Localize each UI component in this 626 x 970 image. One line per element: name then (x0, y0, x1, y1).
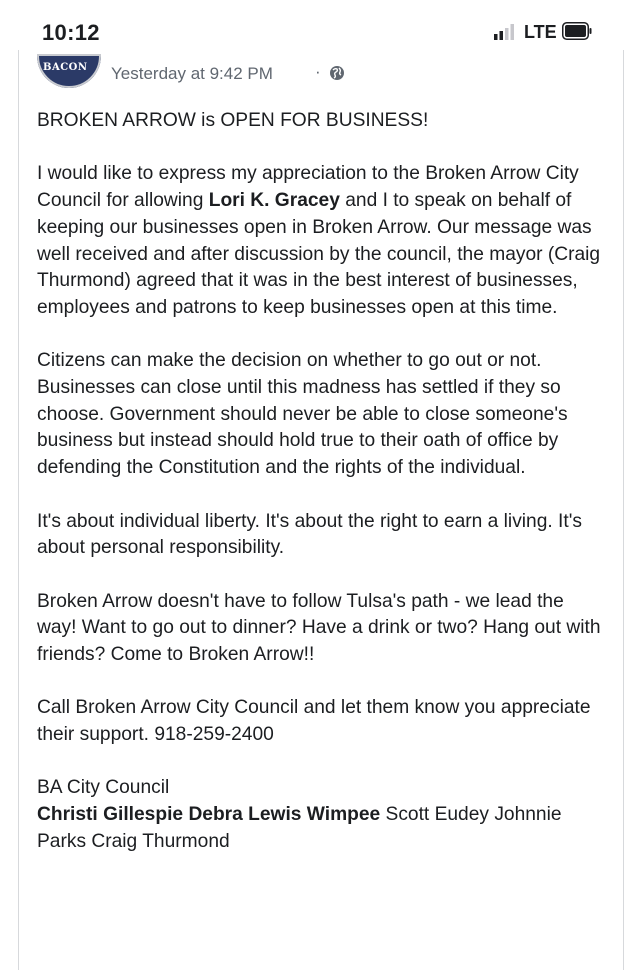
post-header (19, 50, 623, 98)
network-type-label: LTE (524, 22, 557, 42)
post-card (18, 50, 624, 970)
post-paragraph-3: It's about individual liberty. It's about the right to earn a living. It's about personal responsibility. (37, 510, 582, 559)
council-names: Scott Eudey Johnnie Parks Craig Thurmond (37, 804, 562, 852)
paragraph-text: and I to speak on behalf of keeping our businesses open in Broken Arrow. Our message was well received and after discussion by the council, the mayor (Craig Thurmond) agreed that it was in the best interest of businesses, employees and patrons to keep businesses open at this time. (37, 190, 601, 318)
battery-icon (562, 22, 592, 40)
tagged-person-link[interactable]: Debra Lewis Wimpee (188, 804, 381, 826)
post-paragraph-4: Broken Arrow doesn't have to follow Tulsa's path - we lead the way! Want to go out to dinner? Have a drink or two? Hang out with friends? Come to Broken Arrow!! (37, 590, 601, 665)
post-paragraph-1 (37, 161, 607, 321)
post-timestamp[interactable]: Yesterday at 9:42 PM (111, 64, 273, 83)
tagged-person-link[interactable]: Christi Gillespie (37, 804, 184, 826)
avatar-border (37, 54, 101, 88)
clock-time: 10:12 (42, 20, 100, 45)
post-paragraph-5: Call Broken Arrow City Council and let them know you appreciate their support. 918-259-2400 (37, 697, 591, 746)
tagged-person-link[interactable]: Lori K. Gracey (208, 190, 340, 212)
signal-strength-icon (494, 24, 516, 40)
author-avatar[interactable] (37, 54, 101, 88)
paragraph-text: I would like to express my appreciation to the Broken Arrow City Council for allowing (37, 163, 579, 212)
post-paragraph-2: Citizens can make the decision on whether to go out or not. Businesses can close until this madness has settled if they so choose. Government should never be able to close someone's business but instead should hold true to their oath of office by defending the Constitution and the rights of the individual. (37, 350, 568, 479)
council-heading: BA City Council (37, 777, 170, 799)
globe-icon (329, 65, 345, 81)
post-council-list (37, 775, 607, 855)
meta-separator: · (315, 62, 321, 81)
post-headline: BROKEN ARROW is OPEN FOR BUSINESS! (37, 110, 429, 131)
avatar-logo-text: BACON (43, 62, 88, 73)
post-text (37, 108, 607, 882)
